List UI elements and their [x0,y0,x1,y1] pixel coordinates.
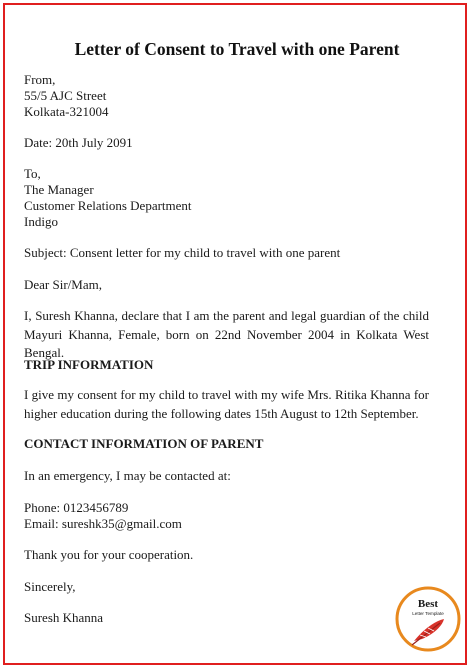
salutation: Dear Sir/Mam, [24,277,102,292]
letter-date: Date: 20th July 2091 [24,135,133,150]
trip-heading: TRIP INFORMATION [24,357,154,372]
contact-heading: CONTACT INFORMATION OF PARENT [24,436,264,451]
declaration-paragraph: I, Suresh Khanna, declare that I am the parent and legal guardian of the child Mayuri Khanna, Female, born on 22nd November 2004 in Kolkata West Bengal. [24,308,429,360]
closing-line: Sincerely, [24,579,76,594]
to-recipient: The Manager [24,182,94,197]
to-label: To, [24,166,41,181]
best-letter-template-logo [392,583,464,655]
letter-title: Letter of Consent to Travel with one Parent [74,39,400,59]
contact-email: Email: sureshk35@gmail.com [24,516,182,531]
from-label: From, [24,72,56,87]
thanks-line: Thank you for your cooperation. [24,547,194,562]
contact-intro: In an emergency, I may be contacted at: [24,468,231,483]
trip-paragraph: I give my consent for my child to travel with my wife Mrs. Ritika Khanna for higher education during the following dates 15th August to 12th September. [24,387,429,421]
to-department: Customer Relations Department [24,198,192,213]
logo-text-best: Best [417,598,439,610]
contact-phone: Phone: 0123456789 [24,500,129,515]
signature-name: Suresh Khanna [24,610,104,625]
from-street: 55/5 AJC Street [24,88,107,103]
subject-line: Subject: Consent letter for my child to travel with one parent [24,245,341,260]
logo-text-subtitle: Letter Template [412,611,444,616]
to-company: Indigo [24,214,58,229]
feather-icon [412,619,444,645]
from-city: Kolkata-321004 [24,104,109,119]
